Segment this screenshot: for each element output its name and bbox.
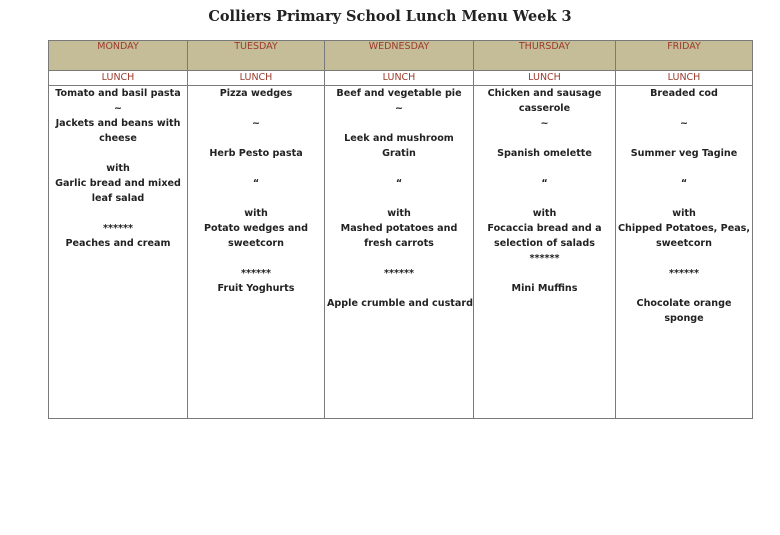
menu-line: Fruit Yoghurts bbox=[217, 283, 295, 294]
menu-line bbox=[618, 281, 750, 296]
menu-line bbox=[190, 191, 322, 206]
menu-line: ~ bbox=[540, 118, 549, 129]
menu-line: Potato wedges and bbox=[203, 223, 309, 234]
menu-line bbox=[618, 131, 750, 146]
menu-line: ****** bbox=[383, 268, 415, 279]
menu-line: with bbox=[672, 208, 696, 219]
menu-line: “ bbox=[252, 178, 260, 189]
menu-line: Gratin bbox=[382, 148, 416, 159]
menu-line: ~ bbox=[113, 103, 123, 114]
lunch-label-wednesday: LUNCH bbox=[325, 71, 474, 86]
day-header-thursday: THURSDAY bbox=[474, 41, 616, 71]
menu-line: ~ bbox=[251, 118, 261, 129]
menu-line bbox=[190, 161, 322, 176]
day-header-friday: FRIDAY bbox=[616, 41, 753, 71]
menu-line: Peaches and cream bbox=[65, 238, 171, 249]
menu-line: Apple crumble and custard bbox=[327, 298, 473, 309]
menu-line bbox=[327, 191, 471, 206]
menu-cell-friday bbox=[616, 86, 753, 419]
menu-cell-thursday bbox=[474, 86, 616, 419]
menu-line: Jackets and beans with bbox=[55, 118, 181, 129]
menu-line: Chipped Potatoes, Peas, bbox=[618, 223, 751, 234]
day-header-tuesday: TUESDAY bbox=[188, 41, 325, 71]
menu-line bbox=[51, 146, 185, 161]
menu-line: “ bbox=[395, 178, 403, 189]
lunch-label-tuesday: LUNCH bbox=[188, 71, 325, 86]
lunch-label-thursday: LUNCH bbox=[474, 71, 616, 86]
menu-line: ~ bbox=[394, 103, 404, 114]
menu-line bbox=[476, 266, 613, 281]
menu-line bbox=[618, 191, 750, 206]
menu-line: sweetcorn bbox=[227, 238, 284, 249]
menu-line bbox=[618, 251, 750, 266]
menu-line: Chicken and sausage bbox=[487, 88, 602, 99]
menu-table bbox=[48, 40, 753, 419]
menu-line: “ bbox=[541, 178, 548, 189]
menu-line: “ bbox=[680, 178, 688, 189]
menu-line: cheese bbox=[99, 133, 137, 144]
menu-line: ****** bbox=[102, 223, 134, 234]
lunch-label-row bbox=[49, 71, 753, 86]
menu-line bbox=[476, 161, 613, 176]
lunch-label-friday: LUNCH bbox=[616, 71, 753, 86]
menu-line: Spanish omelette bbox=[497, 148, 592, 159]
menu-line bbox=[327, 116, 471, 131]
day-header-monday: MONDAY bbox=[49, 41, 188, 71]
menu-line: sweetcorn bbox=[655, 238, 712, 249]
day-header-wednesday: WEDNESDAY bbox=[325, 41, 474, 71]
menu-line: Breaded cod bbox=[650, 88, 718, 99]
menu-line: leaf salad bbox=[91, 193, 145, 204]
menu-line: selection of salads bbox=[494, 238, 595, 249]
menu-line: Pizza wedges bbox=[219, 88, 293, 99]
menu-line: with bbox=[106, 163, 130, 174]
lunch-label-monday: LUNCH bbox=[49, 71, 188, 86]
menu-line: ****** bbox=[240, 268, 272, 279]
menu-line: Tomato and basil pasta bbox=[55, 88, 181, 99]
menu-line bbox=[476, 191, 613, 206]
menu-line bbox=[618, 101, 750, 116]
menu-cell-wednesday bbox=[325, 86, 474, 419]
menu-line bbox=[327, 281, 471, 296]
menu-line: Herb Pesto pasta bbox=[209, 148, 303, 159]
menu-line: Mini Muffins bbox=[511, 283, 578, 294]
menu-line: with bbox=[387, 208, 411, 219]
menu-line: Focaccia bread and a bbox=[487, 223, 602, 234]
menu-line bbox=[327, 251, 471, 266]
menu-line: with bbox=[244, 208, 268, 219]
menu-line bbox=[476, 131, 613, 146]
menu-cell-tuesday bbox=[188, 86, 325, 419]
menu-line bbox=[190, 251, 322, 266]
day-header-row bbox=[49, 41, 753, 71]
menu-line bbox=[618, 161, 750, 176]
menu-line bbox=[51, 206, 185, 221]
menu-line bbox=[327, 161, 471, 176]
menu-line: Beef and vegetable pie bbox=[336, 88, 462, 99]
menu-line bbox=[190, 101, 322, 116]
menu-line: ****** bbox=[668, 268, 700, 279]
menu-body-row bbox=[49, 86, 753, 419]
menu-line: fresh carrots bbox=[364, 238, 434, 249]
menu-line: Chocolate orange bbox=[636, 298, 732, 309]
menu-line: Garlic bread and mixed bbox=[55, 178, 181, 189]
page-title: Colliers Primary School Lunch Menu Week 3 bbox=[208, 8, 572, 25]
menu-cell-monday bbox=[49, 86, 188, 419]
menu-line: sponge bbox=[664, 313, 704, 324]
menu-line: ~ bbox=[679, 118, 689, 129]
menu-line: ****** bbox=[529, 253, 560, 264]
menu-line bbox=[190, 131, 322, 146]
menu-line: with bbox=[532, 208, 557, 219]
menu-line: casserole bbox=[518, 103, 571, 114]
menu-line: Mashed potatoes and bbox=[340, 223, 458, 234]
menu-line: Summer veg Tagine bbox=[630, 148, 738, 159]
menu-line: Leek and mushroom bbox=[344, 133, 454, 144]
